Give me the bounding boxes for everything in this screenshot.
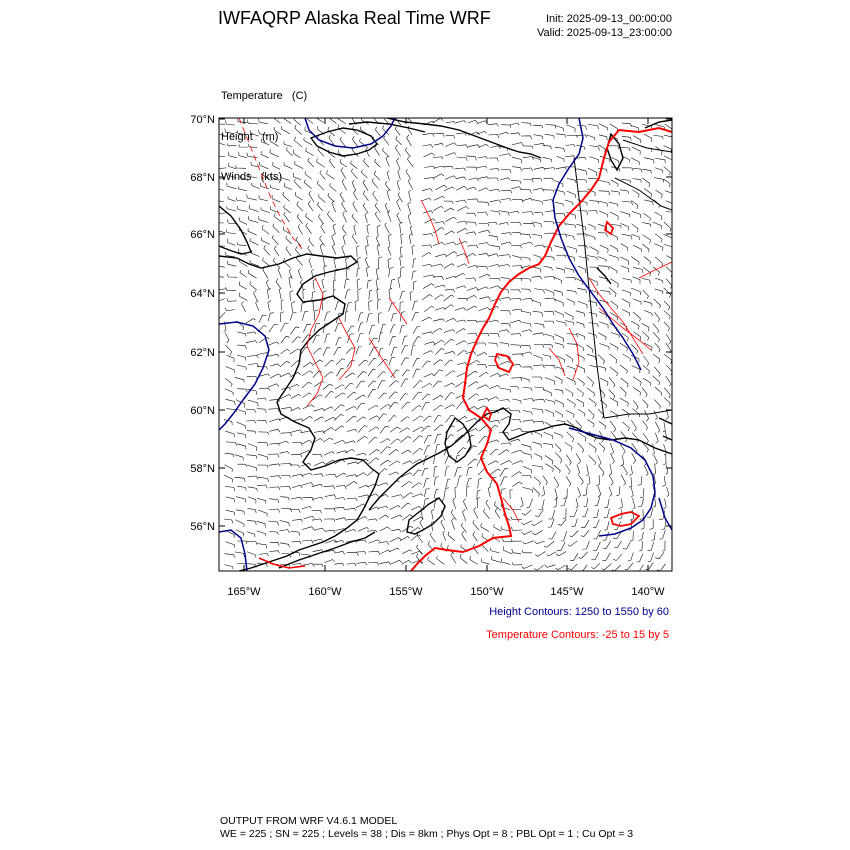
lon-axis [227,586,665,598]
lat-axis [190,114,215,533]
valid-time: Valid: 2025-09-13_23:00:00 [537,27,672,39]
lon-label: 140°W [631,586,665,598]
axis-ticks [219,118,672,571]
lat-label: 68°N [190,172,215,184]
model-info [220,815,633,841]
height-contour-note: Height Contours: 1250 to 1550 by 60 [489,606,669,618]
wind-barbs [213,114,676,572]
temperature-contours [239,118,672,571]
lon-label: 150°W [470,586,504,598]
map-panel [190,114,672,598]
field-temperature: Temperature (C) [221,90,308,102]
init-time: Init: 2025-09-13_00:00:00 [546,13,672,25]
lat-label: 70°N [190,114,215,126]
map-frame [219,118,672,571]
lat-label: 60°N [190,405,215,417]
lat-label: 58°N [190,463,215,475]
lat-label: 66°N [190,229,215,241]
lon-label: 155°W [389,586,423,598]
page-title: IWFAQRP Alaska Real Time WRF [218,8,491,28]
lon-label: 160°W [308,586,342,598]
time-info [537,12,672,40]
field-height: Height (m) [221,130,279,143]
temperature-contour-note: Temperature Contours: -25 to 15 by 5 [486,629,669,641]
height-contours [219,118,672,571]
lat-label: 56°N [190,521,215,533]
field-winds: Winds (kts) [221,171,283,183]
wind-barb-field [213,114,676,572]
lon-label: 145°W [550,586,584,598]
lon-label: 165°W [227,586,261,598]
lat-label: 62°N [190,347,215,359]
lat-label: 64°N [190,288,215,300]
model-info-line2: WE = 225 ; SN = 225 ; Levels = 38 ; Dis = 8km ; Phys Opt = 8 ; PBL Opt = 1 ; Cu Opt = 3 [220,828,634,840]
model-info-line1: OUTPUT FROM WRF V4.6.1 MODEL [220,815,398,827]
coastline [219,118,672,571]
